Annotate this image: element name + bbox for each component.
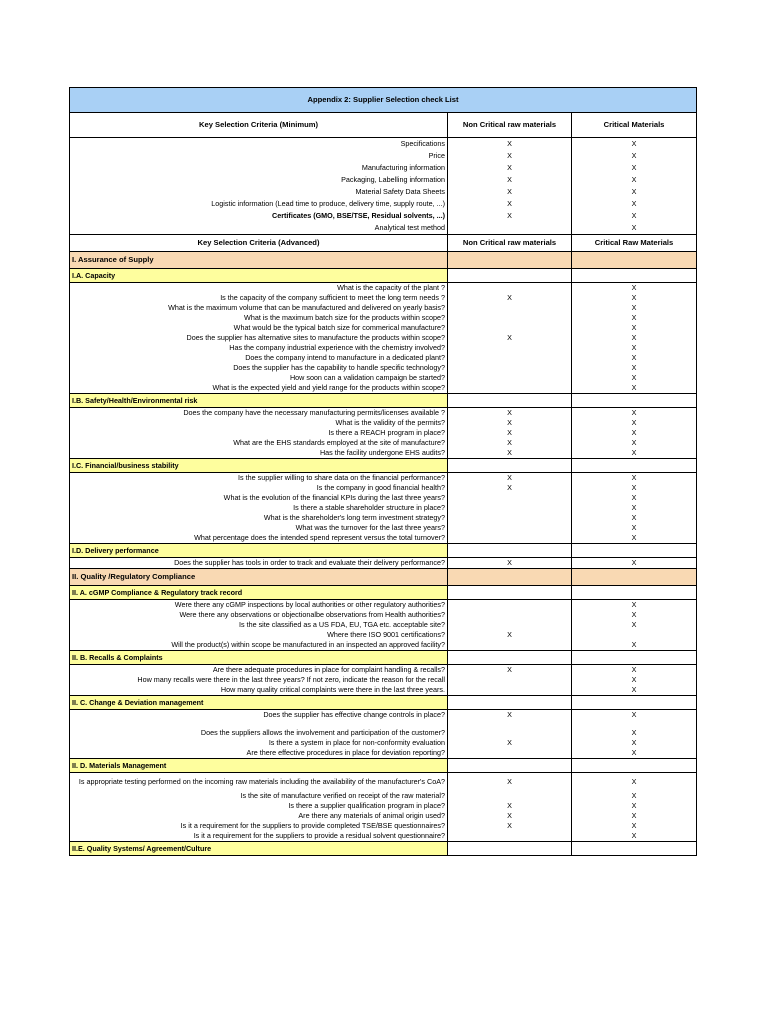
criteria-question: Is it a requirement for the suppliers to provide a residual solvent questionnaire? xyxy=(70,831,448,842)
subsection-row xyxy=(70,696,697,710)
checklist-row xyxy=(70,448,697,459)
criteria-question: Is the site classified as a US FDA, EU, TGA etc. acceptable site? xyxy=(70,620,448,630)
criteria-question: Is the supplier willing to share data on the financial performance? xyxy=(70,473,448,484)
critical-mark: X xyxy=(572,728,697,738)
critical-mark: X xyxy=(572,610,697,620)
criteria-question: Manufacturing information xyxy=(70,162,448,174)
critical-mark: X xyxy=(572,353,697,363)
title-row xyxy=(70,88,697,113)
criteria-question: What is the shareholder's long term investment strategy? xyxy=(70,513,448,523)
checklist-row xyxy=(70,665,697,676)
section-row xyxy=(70,252,697,269)
criteria-question: Material Safety Data Sheets xyxy=(70,186,448,198)
checklist-row xyxy=(70,408,697,419)
critical-mark: X xyxy=(572,533,697,544)
critical-mark: X xyxy=(572,710,697,721)
critical-mark: X xyxy=(572,523,697,533)
section-cell xyxy=(448,569,572,586)
critical-mark: X xyxy=(572,293,697,303)
checklist-row xyxy=(70,293,697,303)
criteria-question: What is the capacity of the plant ? xyxy=(70,283,448,294)
subsection-row xyxy=(70,651,697,665)
critical-mark: X xyxy=(572,675,697,685)
critical-mark: X xyxy=(572,222,697,235)
checklist-row xyxy=(70,473,697,484)
subsection-cell xyxy=(448,696,572,710)
subsection-cell xyxy=(572,696,697,710)
critical-mark: X xyxy=(572,738,697,748)
non-critical-mark: X xyxy=(448,710,572,721)
criteria-question: Does the supplier has alternative sites to manufacture the products within scope? xyxy=(70,333,448,343)
non-critical-mark xyxy=(448,343,572,353)
checklist-row xyxy=(70,513,697,523)
non-critical-mark xyxy=(448,748,572,759)
subsection-row xyxy=(70,459,697,473)
critical-mark: X xyxy=(572,473,697,484)
checklist-row xyxy=(70,801,697,811)
non-critical-mark: X xyxy=(448,473,572,484)
criteria-question: What is the expected yield and yield range for the products within scope? xyxy=(70,383,448,394)
checklist-row xyxy=(70,675,697,685)
subsection-title: II. A. cGMP Compliance & Regulatory track record xyxy=(70,586,448,600)
critical-mark: X xyxy=(572,303,697,313)
criteria-question: What would be the typical batch size for commerical manufacture? xyxy=(70,323,448,333)
subsection-row xyxy=(70,842,697,856)
non-critical-mark xyxy=(448,303,572,313)
non-critical-mark xyxy=(448,283,572,294)
checklist-row xyxy=(70,343,697,353)
non-critical-mark xyxy=(448,720,572,728)
critical-mark: X xyxy=(572,418,697,428)
non-critical-mark: X xyxy=(448,333,572,343)
minimum-criteria-header: Key Selection Criteria (Minimum) xyxy=(70,113,448,138)
criteria-question: Will the product(s) within scope be manufactured in an inspected an approved facility? xyxy=(70,640,448,651)
criteria-question: How many recalls were there in the last three years? If not zero, indicate the reason for the recall xyxy=(70,675,448,685)
checklist-row xyxy=(70,600,697,611)
subsection-cell xyxy=(572,759,697,773)
checklist-row xyxy=(70,728,697,738)
critical-mark: X xyxy=(572,513,697,523)
criteria-question: What was the turnover for the last three years? xyxy=(70,523,448,533)
criteria-question: Does the supplier has tools in order to track and evaluate their delivery performance? xyxy=(70,558,448,569)
criteria-question: Has the company industrial experience with the chemistry involved? xyxy=(70,343,448,353)
criteria-question: What percentage does the intended spend represent versus the total turnover? xyxy=(70,533,448,544)
criteria-question: Is the company in good financial health? xyxy=(70,483,448,493)
non-critical-mark xyxy=(448,493,572,503)
non-critical-mark xyxy=(448,383,572,394)
criteria-question: Does the suppliers allows the involvement and participation of the customer? xyxy=(70,728,448,738)
criteria-question: Is there a supplier qualification program in place? xyxy=(70,801,448,811)
criteria-question: Packaging, Labelling information xyxy=(70,174,448,186)
checklist-row xyxy=(70,198,697,210)
criteria-question: Is there a stable shareholder structure in place? xyxy=(70,503,448,513)
critical-mark: X xyxy=(572,428,697,438)
checklist-row xyxy=(70,150,697,162)
criteria-question: How soon can a validation campaign be started? xyxy=(70,373,448,383)
critical-mark: X xyxy=(572,558,697,569)
non-critical-mark xyxy=(448,610,572,620)
critical-mark: X xyxy=(572,620,697,630)
subsection-row xyxy=(70,269,697,283)
critical-mark xyxy=(572,720,697,728)
checklist-row xyxy=(70,418,697,428)
checklist-row xyxy=(70,323,697,333)
critical-mark: X xyxy=(572,748,697,759)
critical-mark: X xyxy=(572,363,697,373)
supplier-checklist-sheet xyxy=(69,87,696,856)
checklist-row xyxy=(70,503,697,513)
non-critical-mark xyxy=(448,222,572,235)
subsection-row xyxy=(70,544,697,558)
critical-mark: X xyxy=(572,150,697,162)
subsection-cell xyxy=(448,459,572,473)
criteria-question xyxy=(70,720,448,728)
non-critical-mark: X xyxy=(448,293,572,303)
criteria-question: Where there ISO 9001 certifications? xyxy=(70,630,448,640)
criteria-question: Certificates (GMO, BSE/TSE, Residual solvents, ...) xyxy=(70,210,448,222)
non-critical-mark: X xyxy=(448,138,572,151)
critical-mark: X xyxy=(572,483,697,493)
critical-mark: X xyxy=(572,773,697,792)
critical-mark: X xyxy=(572,383,697,394)
critical-mark: X xyxy=(572,503,697,513)
subsection-row xyxy=(70,586,697,600)
criteria-question: What is the maximum volume that can be manufactured and delivered on yearly basis? xyxy=(70,303,448,313)
non-critical-mark xyxy=(448,728,572,738)
checklist-row xyxy=(70,523,697,533)
criteria-question: What is the validity of the permits? xyxy=(70,418,448,428)
checklist-row xyxy=(70,483,697,493)
checklist-row xyxy=(70,162,697,174)
non-critical-mark xyxy=(448,685,572,696)
non-critical-mark: X xyxy=(448,174,572,186)
critical-mark: X xyxy=(572,408,697,419)
critical-mark: X xyxy=(572,323,697,333)
criteria-question: Does the supplier has effective change controls in place? xyxy=(70,710,448,721)
non-critical-mark xyxy=(448,353,572,363)
non-critical-header: Non Critical raw materials xyxy=(448,113,572,138)
subsection-cell xyxy=(572,459,697,473)
non-critical-mark: X xyxy=(448,665,572,676)
section-title: I. Assurance of Supply xyxy=(70,252,448,269)
non-critical-mark: X xyxy=(448,821,572,831)
criteria-question: Is there a system in place for non-conformity evaluation xyxy=(70,738,448,748)
non-critical-mark: X xyxy=(448,210,572,222)
subsection-row xyxy=(70,394,697,408)
non-critical-mark xyxy=(448,323,572,333)
checklist-row xyxy=(70,558,697,569)
checklist-row xyxy=(70,174,697,186)
non-critical-mark: X xyxy=(448,558,572,569)
subsection-cell xyxy=(572,586,697,600)
critical-mark: X xyxy=(572,801,697,811)
non-critical-mark: X xyxy=(448,150,572,162)
critical-mark: X xyxy=(572,438,697,448)
critical-mark: X xyxy=(572,210,697,222)
subsection-title: I.A. Capacity xyxy=(70,269,448,283)
critical-mark: X xyxy=(572,811,697,821)
non-critical-mark: X xyxy=(448,418,572,428)
non-critical-mark xyxy=(448,600,572,611)
critical-mark: X xyxy=(572,313,697,323)
subsection-cell xyxy=(448,759,572,773)
criteria-question: Does the company intend to manufacture in a dedicated plant? xyxy=(70,353,448,363)
checklist-row xyxy=(70,620,697,630)
subsection-cell xyxy=(448,394,572,408)
critical-mark: X xyxy=(572,640,697,651)
critical-header: Critical Raw Materials xyxy=(572,235,697,252)
checklist-row xyxy=(70,710,697,721)
non-critical-header: Non Critical raw materials xyxy=(448,235,572,252)
section-row xyxy=(70,569,697,586)
checklist-row xyxy=(70,210,697,222)
subsection-title: I.C. Financial/business stability xyxy=(70,459,448,473)
checklist-row xyxy=(70,138,697,151)
criteria-question: Is it a requirement for the suppliers to provide completed TSE/BSE questionnaires? xyxy=(70,821,448,831)
critical-mark: X xyxy=(572,831,697,842)
checklist-row xyxy=(70,283,697,294)
non-critical-mark xyxy=(448,675,572,685)
non-critical-mark: X xyxy=(448,186,572,198)
non-critical-mark xyxy=(448,503,572,513)
checklist-row xyxy=(70,720,697,728)
non-critical-mark: X xyxy=(448,773,572,792)
criteria-question: Price xyxy=(70,150,448,162)
criteria-question: Were there any observations or objectionalbe observations from Health authorities? xyxy=(70,610,448,620)
checklist-row xyxy=(70,533,697,544)
checklist-row xyxy=(70,383,697,394)
subsection-cell xyxy=(572,842,697,856)
checklist-row xyxy=(70,438,697,448)
subsection-title: II. D. Materials Management xyxy=(70,759,448,773)
section-title: II. Quality /Regulatory Compliance xyxy=(70,569,448,586)
criteria-question: What is the maximum batch size for the products within scope? xyxy=(70,313,448,323)
criteria-question: Are there any materials of animal origin used? xyxy=(70,811,448,821)
non-critical-mark xyxy=(448,523,572,533)
subsection-title: II. C. Change & Deviation management xyxy=(70,696,448,710)
criteria-question: How many quality critical complaints were there in the last three years. xyxy=(70,685,448,696)
subsection-cell xyxy=(448,586,572,600)
section-cell xyxy=(572,252,697,269)
subsection-cell xyxy=(448,269,572,283)
critical-mark: X xyxy=(572,283,697,294)
critical-mark: X xyxy=(572,373,697,383)
non-critical-mark: X xyxy=(448,428,572,438)
criteria-question: What is the evolution of the financial KPIs during the last three years? xyxy=(70,493,448,503)
subsection-cell xyxy=(572,544,697,558)
checklist-row xyxy=(70,363,697,373)
critical-mark: X xyxy=(572,198,697,210)
criteria-question: Analytical test method xyxy=(70,222,448,235)
non-critical-mark: X xyxy=(448,198,572,210)
subsection-row xyxy=(70,759,697,773)
subsection-title: I.B. Safety/Health/Environmental risk xyxy=(70,394,448,408)
checklist-row xyxy=(70,811,697,821)
non-critical-mark: X xyxy=(448,801,572,811)
subsection-cell xyxy=(448,651,572,665)
checklist-row xyxy=(70,773,697,792)
critical-mark: X xyxy=(572,138,697,151)
non-critical-mark: X xyxy=(448,811,572,821)
subsection-cell xyxy=(448,544,572,558)
checklist-row xyxy=(70,685,697,696)
criteria-question: Are there adequate procedures in place for complaint handling & recalls? xyxy=(70,665,448,676)
subsection-cell xyxy=(572,651,697,665)
non-critical-mark: X xyxy=(448,438,572,448)
subsection-cell xyxy=(448,842,572,856)
checklist-row xyxy=(70,831,697,842)
critical-mark: X xyxy=(572,685,697,696)
critical-mark: X xyxy=(572,448,697,459)
criteria-question: Is appropriate testing performed on the incoming raw materials including the availability of the manufacturer's CoA? xyxy=(70,773,448,792)
criteria-question: Is the site of manufacture verified on receipt of the raw material? xyxy=(70,791,448,801)
non-critical-mark xyxy=(448,363,572,373)
critical-mark: X xyxy=(572,162,697,174)
non-critical-mark: X xyxy=(448,448,572,459)
non-critical-mark xyxy=(448,313,572,323)
subsection-title: II.E. Quality Systems/ Agreement/Culture xyxy=(70,842,448,856)
checklist-row xyxy=(70,738,697,748)
critical-mark: X xyxy=(572,600,697,611)
checklist-table xyxy=(69,87,697,856)
critical-mark: X xyxy=(572,186,697,198)
checklist-row xyxy=(70,493,697,503)
section-cell xyxy=(572,569,697,586)
non-critical-mark: X xyxy=(448,630,572,640)
checklist-row xyxy=(70,303,697,313)
criteria-question: Specifications xyxy=(70,138,448,151)
criteria-question: Are there effective procedures in place for deviation reporting? xyxy=(70,748,448,759)
criteria-question: What are the EHS standards employed at the site of manufacture? xyxy=(70,438,448,448)
non-critical-mark: X xyxy=(448,738,572,748)
non-critical-mark xyxy=(448,640,572,651)
checklist-row xyxy=(70,313,697,323)
criteria-question: Has the facility undergone EHS audits? xyxy=(70,448,448,459)
criteria-question: Were there any cGMP inspections by local authorities or other regulatory authorities? xyxy=(70,600,448,611)
checklist-row xyxy=(70,791,697,801)
non-critical-mark: X xyxy=(448,483,572,493)
critical-mark: X xyxy=(572,343,697,353)
non-critical-mark xyxy=(448,373,572,383)
non-critical-mark xyxy=(448,620,572,630)
advanced-criteria-header: Key Selection Criteria (Advanced) xyxy=(70,235,448,252)
subsection-cell xyxy=(572,394,697,408)
checklist-row xyxy=(70,186,697,198)
critical-mark: X xyxy=(572,665,697,676)
subsection-title: I.D. Delivery performance xyxy=(70,544,448,558)
checklist-row xyxy=(70,748,697,759)
criteria-question: Does the company have the necessary manufacturing permits/licenses available ? xyxy=(70,408,448,419)
criteria-question: Is the capacity of the company sufficient to meet the long term needs ? xyxy=(70,293,448,303)
checklist-row xyxy=(70,610,697,620)
subsection-cell xyxy=(572,269,697,283)
non-critical-mark xyxy=(448,831,572,842)
critical-mark: X xyxy=(572,174,697,186)
non-critical-mark xyxy=(448,513,572,523)
criteria-question: Is there a REACH program in place? xyxy=(70,428,448,438)
critical-mark: X xyxy=(572,333,697,343)
section-cell xyxy=(448,252,572,269)
checklist-row xyxy=(70,640,697,651)
non-critical-mark: X xyxy=(448,408,572,419)
checklist-row xyxy=(70,821,697,831)
checklist-row xyxy=(70,333,697,343)
checklist-row xyxy=(70,373,697,383)
critical-mark: X xyxy=(572,493,697,503)
sheet-title: Appendix 2: Supplier Selection check List xyxy=(70,88,697,113)
critical-mark: X xyxy=(572,821,697,831)
checklist-row xyxy=(70,353,697,363)
non-critical-mark xyxy=(448,533,572,544)
criteria-question: Logistic information (Lead time to produce, delivery time, supply route, ...) xyxy=(70,198,448,210)
minimum-header-row xyxy=(70,113,697,138)
checklist-row xyxy=(70,630,697,640)
critical-mark xyxy=(572,630,697,640)
non-critical-mark: X xyxy=(448,162,572,174)
non-critical-mark xyxy=(448,791,572,801)
critical-mark: X xyxy=(572,791,697,801)
critical-header: Critical Materials xyxy=(572,113,697,138)
advanced-header-row xyxy=(70,235,697,252)
checklist-row xyxy=(70,428,697,438)
criteria-question: Does the supplier has the capability to handle specific technology? xyxy=(70,363,448,373)
subsection-title: II. B. Recalls & Complaints xyxy=(70,651,448,665)
checklist-row xyxy=(70,222,697,235)
